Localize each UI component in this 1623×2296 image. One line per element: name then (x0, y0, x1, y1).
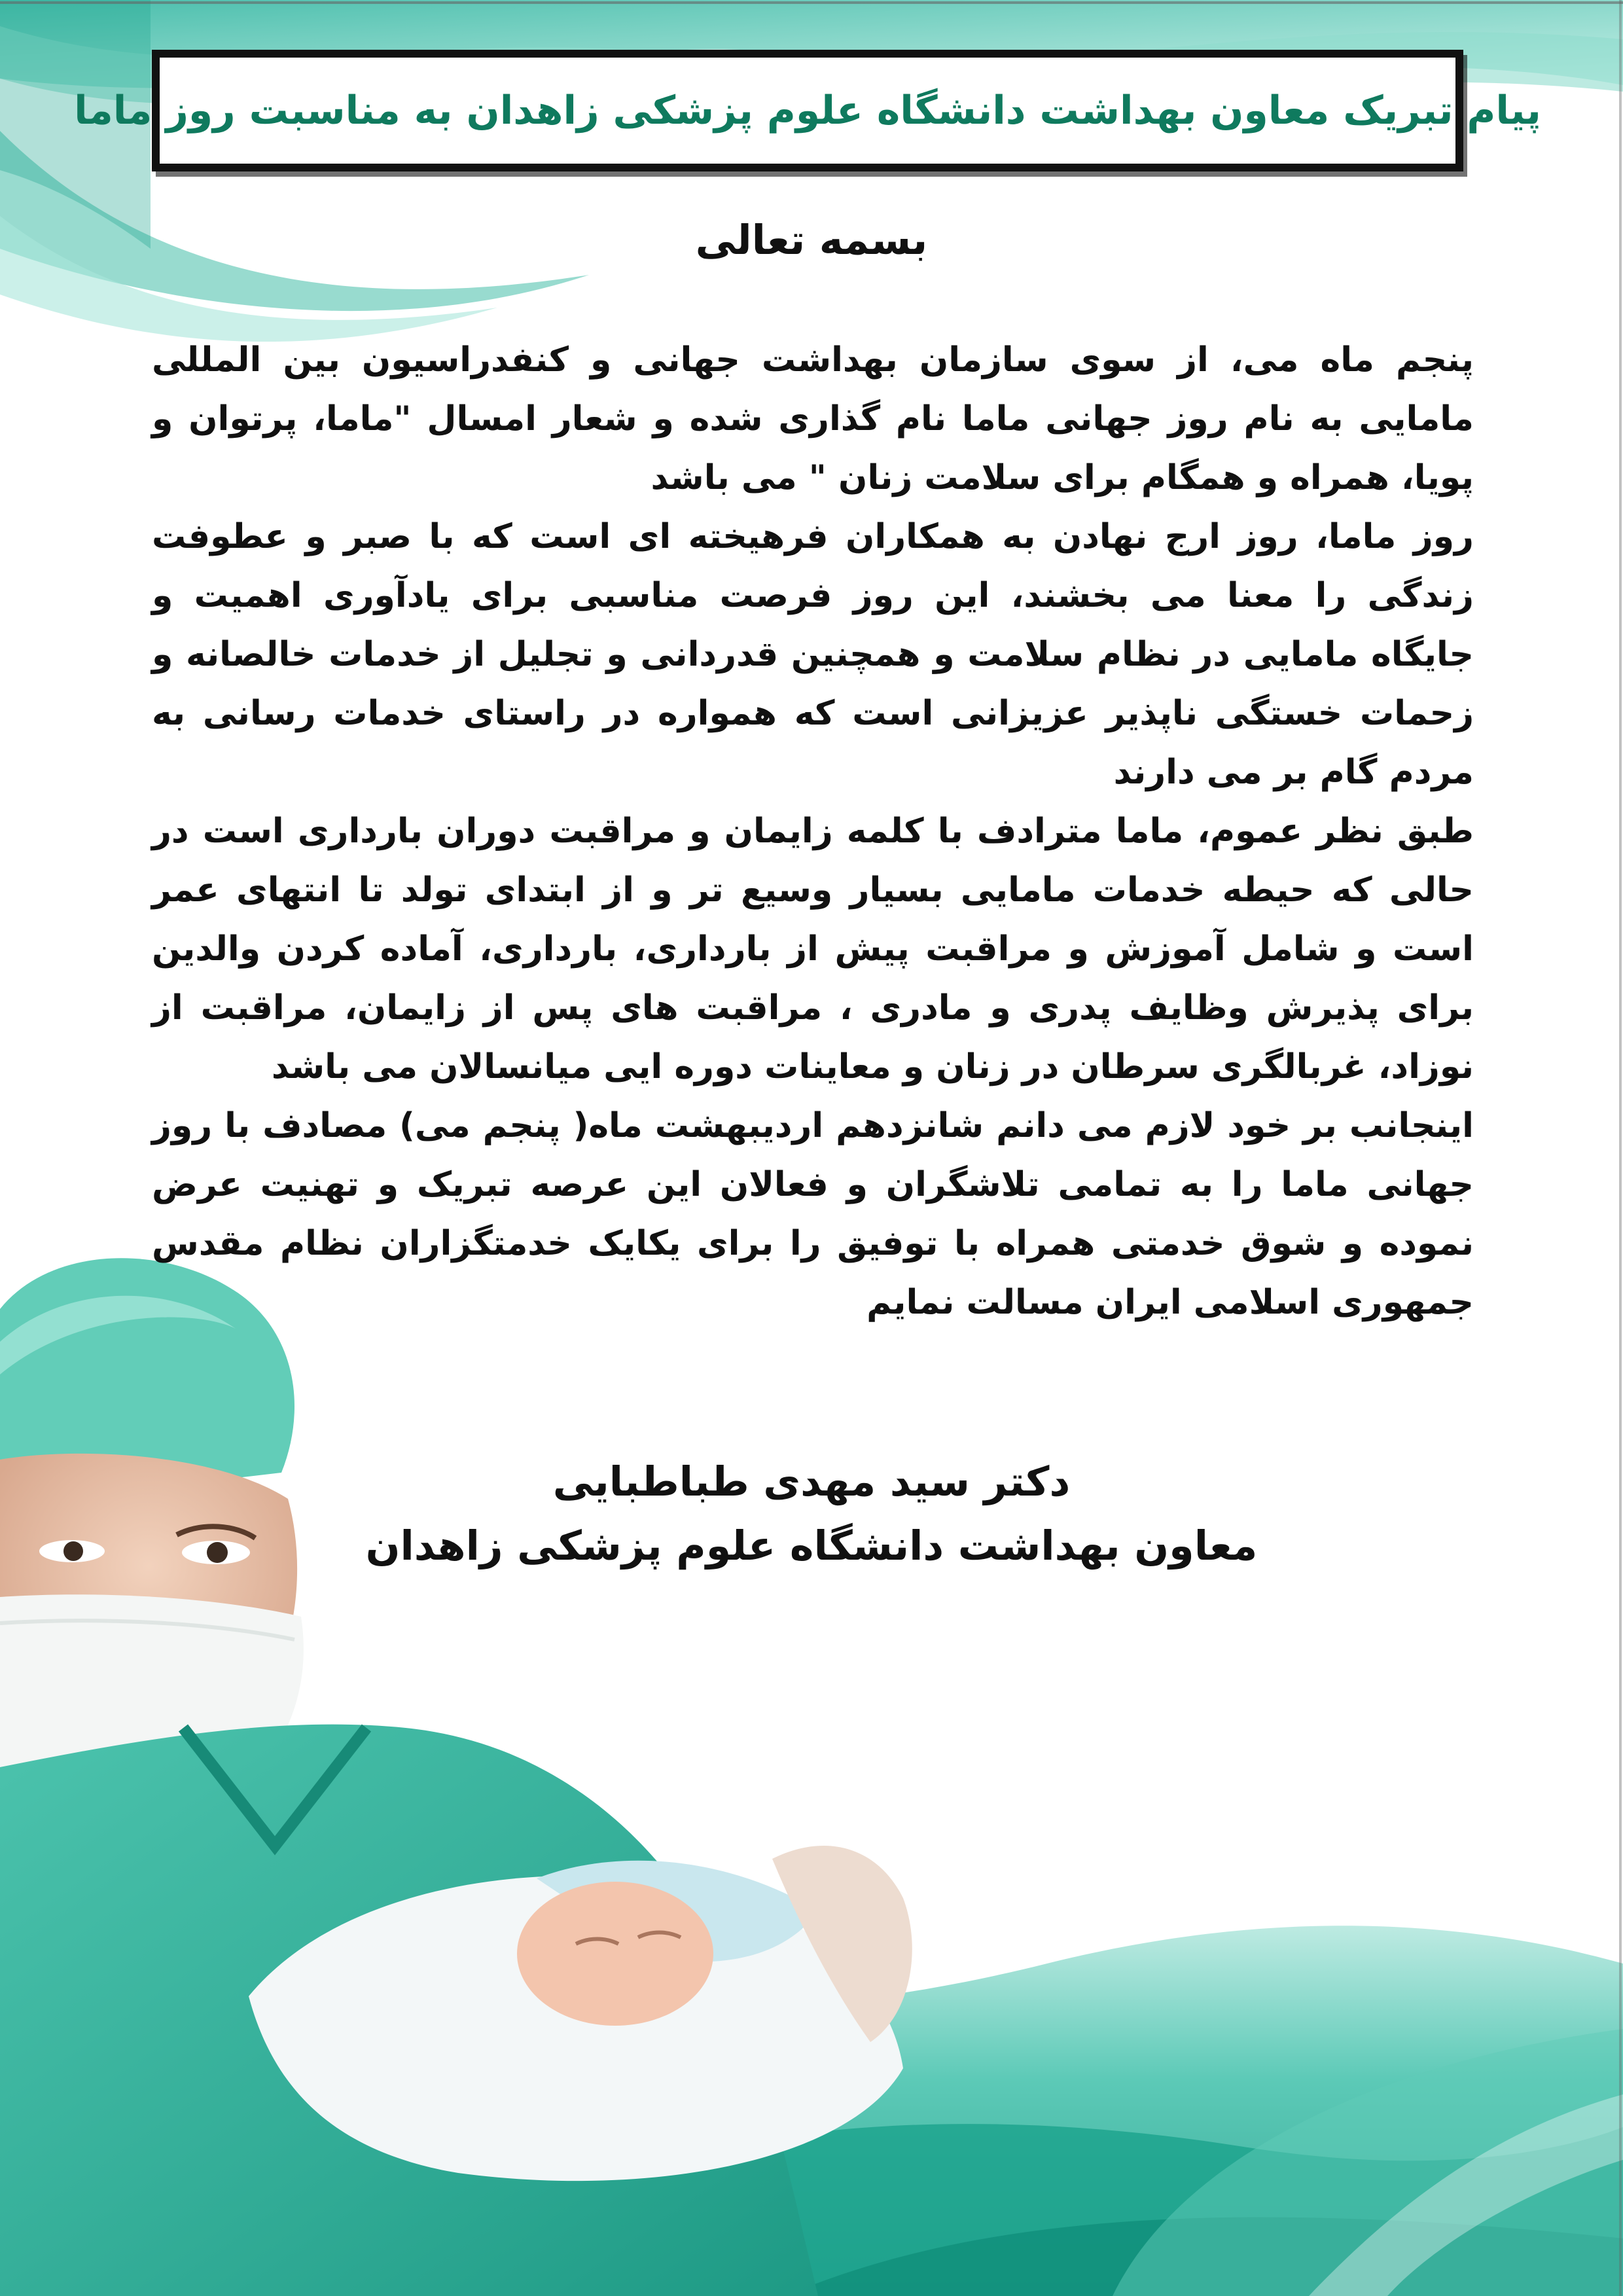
paragraph-4: اینجانب بر خود لازم می دانم شانزدهم اردیبهشت ماه( پنجم می) مصادف با روز جهانی ماما را به تمامی تلاشگران و فعالان این عرصه تبریک و تهنیت عرض نموده و شوق خدمتی همراه با توفیق را برای یکایک خدمتگزاران نظام مقدس جمهوری اسلامی ایران مسالت نمایم (152, 1106, 1474, 1322)
signature-block (0, 1450, 1623, 1578)
paragraph-3: طبق نظر عموم، ماما مترادف با کلمه زایمان و مراقبت دوران بارداری است در حالی که حیطه خدمات مامایی بسیار وسیع تر و از ابتدای تولد تا انتهای عمر است و شامل آموزش و مراقبت پیش از بارداری، بارداری، آماده کردن والدین برای پذیرش وظایف پدری و مادری ، مراقبت های پس از زایمان، مراقبت از نوزاد، غربالگری سرطان در زنان و معاینات دوره ایی میانسالان می باشد (152, 812, 1474, 1086)
midwife-illustration (0, 1258, 912, 2296)
title-box (74, 50, 1541, 171)
page-title: پیام تبریک معاون بهداشت دانشگاه علوم پزشکی زاهدان به مناسبت روز ماما (74, 88, 1541, 134)
signatory-name: دکتر سید مهدی طباطبایی (552, 1458, 1071, 1505)
message-body (152, 331, 1474, 1332)
paragraph-2: روز ماما، روز ارج نهادن به همکاران فرهیخته ای است که با صبر و عطوفت زندگی را معنا می بخشند، این روز فرصت مناسبی برای یادآوری اهمیت و جایگاه مامایی در نظام سلامت و همچنین قدردانی و تجلیل از خدمات خالصانه و زحمات خستگی ناپذیر عزیزانی است که همواره در راستای خدمات رسانی به مردم گام بر می دارند (152, 517, 1474, 792)
basmala-heading: بسمه تعالی (695, 216, 928, 264)
signatory-position: معاون بهداشت دانشگاه علوم پزشکی زاهدان (365, 1522, 1258, 1570)
paragraph-1: پنجم ماه می، از سوی سازمان بهداشت جهانی و کنفدراسیون بین المللی مامایی به نام روز جهانی ماما نام گذاری شده و شعار امسال "ماما، پرتوان و پویا، همراه و همگام برای سلامت زنان " می باشد (152, 340, 1474, 497)
